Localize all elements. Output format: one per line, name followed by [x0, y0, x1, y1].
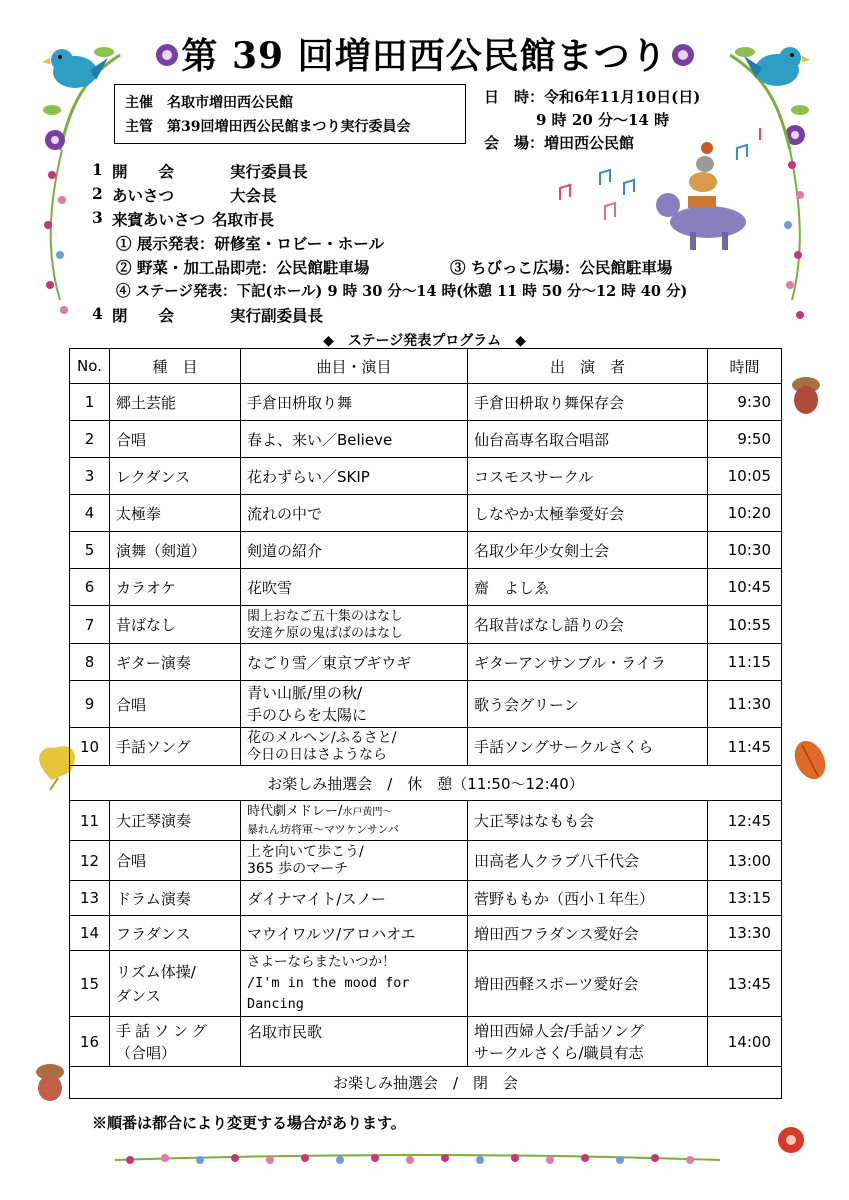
program-num-1: 1 — [92, 160, 103, 179]
cell-category: カラオケ — [110, 569, 241, 606]
cell-no: 3 — [70, 458, 110, 495]
piece-part: 時代劇メドレー/ — [247, 804, 343, 819]
cell-category: ギター演奏 — [110, 644, 241, 681]
cell-time: 10:05 — [708, 458, 782, 495]
cell-time: 11:45 — [708, 728, 782, 766]
category-line: （合唱） — [116, 1043, 177, 1062]
management-line: 主管 第39回増田西公民館まつり実行委員会 — [125, 119, 411, 135]
cell-performer: 大正琴はなもも会 — [468, 801, 708, 841]
cell-category: 大正琴演奏 — [110, 801, 241, 841]
cell-no: 4 — [70, 495, 110, 532]
table-row — [70, 458, 782, 495]
table-row — [70, 951, 782, 1017]
cell-category: フラダンス — [110, 916, 241, 951]
cell-piece: 花わずらい／SKIP — [241, 458, 468, 495]
cell-no: 16 — [70, 1017, 110, 1067]
program-person-4: 実行副委員長 — [230, 306, 324, 325]
program-person-2: 大会長 — [230, 186, 277, 205]
cell-time: 9:30 — [708, 384, 782, 421]
cell-piece — [241, 841, 468, 881]
table-row — [70, 881, 782, 916]
stage-program-table — [69, 348, 782, 1099]
schedule-block — [484, 86, 700, 155]
piece-part-small: 水戸黄門～ — [342, 807, 393, 818]
cell-piece: 剣道の紹介 — [241, 532, 468, 569]
table-row — [70, 801, 782, 841]
header-piece: 曲目・演目 — [241, 349, 468, 384]
animal-stack-icon — [656, 142, 746, 250]
table-row — [70, 644, 782, 681]
cell-no: 6 — [70, 569, 110, 606]
performer-line: 増田西婦人会/手話ソング — [474, 1021, 644, 1040]
piece-line: 青い山脈/里の秋/ — [247, 684, 363, 702]
cell-category: 郷土芸能 — [110, 384, 241, 421]
piece-line: Dancing — [247, 996, 304, 1012]
cell-time: 9:50 — [708, 421, 782, 458]
cell-time: 11:30 — [708, 681, 782, 728]
cell-piece — [241, 951, 468, 1017]
cell-category — [110, 951, 241, 1017]
cell-no: 14 — [70, 916, 110, 951]
cell-category: 太極拳 — [110, 495, 241, 532]
cell-performer: コスモスサークル — [468, 458, 708, 495]
leaf-right-icon — [789, 736, 831, 784]
break-row — [70, 1067, 782, 1099]
program-label-4: 閉 会 — [112, 306, 175, 325]
table-row — [70, 532, 782, 569]
cell-piece: 流れの中で — [241, 495, 468, 532]
cell-category: 手話ソング — [110, 728, 241, 766]
cell-piece: 手倉田枡取り舞 — [241, 384, 468, 421]
cell-time: 13:30 — [708, 916, 782, 951]
table-row — [70, 606, 782, 644]
cell-time: 10:55 — [708, 606, 782, 644]
piece-line: さよーならまたいつか！ — [247, 954, 396, 970]
program-sub-4: ④ ステージ発表：下記(ホール) 9 時 30 分～14 時(休憩 11 時 50 分～12 時 40 分) — [116, 283, 688, 300]
table-row — [70, 728, 782, 766]
cell-performer: 手倉田枡取り舞保存会 — [468, 384, 708, 421]
piece-line: 暴れん坊将軍～マツケンサンバ — [247, 823, 399, 836]
table-row — [70, 681, 782, 728]
footnote: ※順番は都合により変更する場合があります。 — [92, 1114, 406, 1132]
cell-time: 14:00 — [708, 1017, 782, 1067]
program-sub-3: ③ ちびっこ広場：公民館駐車場 — [450, 258, 673, 277]
program-sub-1: ① 展示発表：研修室・ロビー・ホール — [116, 234, 384, 253]
piece-line: 365 歩のマーチ — [247, 860, 349, 877]
program-num-4: 4 — [92, 304, 103, 323]
cell-no: 8 — [70, 644, 110, 681]
table-row — [70, 495, 782, 532]
cell-performer: 菅野ももか（西小１年生） — [468, 881, 708, 916]
performer-line: サークルさくら/職員有志 — [474, 1043, 644, 1062]
program-num-2: 2 — [92, 184, 103, 203]
cell-no: 13 — [70, 881, 110, 916]
category-line: 手話ソング — [116, 1021, 211, 1040]
cell-no: 2 — [70, 421, 110, 458]
cell-performer: 手話ソングサークルさくら — [468, 728, 708, 766]
red-flower-icon — [778, 1127, 804, 1153]
cell-performer: 増田西フラダンス愛好会 — [468, 916, 708, 951]
cell-category: 合唱 — [110, 421, 241, 458]
program-label-1: 開 会 — [112, 162, 175, 181]
piece-line: 花のメルヘン/ふるさと/ — [247, 729, 397, 746]
table-row — [70, 569, 782, 606]
flower-sprig-left-icon — [44, 171, 68, 314]
piece-line: 閖上おなご五十集のはなし — [247, 608, 404, 624]
break-text: お楽しみ抽選会 / 閉 会 — [70, 1067, 782, 1099]
organizer-box — [114, 84, 466, 144]
stage-program-title: ◆ ステージ発表プログラム ◆ — [323, 333, 526, 349]
break-row — [70, 766, 782, 801]
cell-category: ドラム演奏 — [110, 881, 241, 916]
header-performer: 出 演 者 — [468, 349, 708, 384]
table-header-row — [70, 349, 782, 384]
venue-line: 会 場：増田西公民館 — [484, 134, 635, 152]
cell-performer: 歌う会グリーン — [468, 681, 708, 728]
bottom-flower-border-icon — [115, 1154, 720, 1164]
cell-performer: ギターアンサンブル・ライラ — [468, 644, 708, 681]
table-row — [70, 1017, 782, 1067]
cell-category: 演舞（剣道） — [110, 532, 241, 569]
piece-line: 手のひらを太陽に — [247, 706, 368, 724]
cell-no: 12 — [70, 841, 110, 881]
cell-no: 5 — [70, 532, 110, 569]
cell-piece: マウイワルツ/アロハオエ — [241, 916, 468, 951]
cell-time: 10:45 — [708, 569, 782, 606]
cell-time: 10:20 — [708, 495, 782, 532]
cell-category: 合唱 — [110, 841, 241, 881]
cell-category: 合唱 — [110, 681, 241, 728]
cell-performer: 名取昔ばなし語りの会 — [468, 606, 708, 644]
host-line: 主催 名取市増田西公民館 — [125, 95, 293, 111]
header-category: 種 目 — [110, 349, 241, 384]
piece-line: /I'm in the mood for — [247, 975, 410, 991]
program-label-2: あいさつ — [112, 186, 175, 205]
category-line: ダンス — [116, 986, 161, 1005]
piece-line — [247, 803, 461, 821]
cell-performer: 増田西軽スポーツ愛好会 — [468, 951, 708, 1017]
cell-no: 9 — [70, 681, 110, 728]
break-text: お楽しみ抽選会 / 休 憩（11:50～12:40） — [70, 766, 782, 801]
cell-piece — [241, 728, 468, 766]
cell-no: 15 — [70, 951, 110, 1017]
cell-time: 10:30 — [708, 532, 782, 569]
header-no: No. — [70, 349, 110, 384]
cell-performer: 齋 よしゑ — [468, 569, 708, 606]
cell-performer: しなやか太極拳愛好会 — [468, 495, 708, 532]
cell-piece: 花吹雪 — [241, 569, 468, 606]
program-sub-2: ② 野菜・加工品即売：公民館駐車場 — [116, 258, 370, 277]
cell-performer — [468, 1017, 708, 1067]
cell-no: 1 — [70, 384, 110, 421]
piece-line: 上を向いて歩こう/ — [247, 843, 364, 860]
time-line: 9 時 20 分～14 時 — [536, 111, 670, 129]
category-line: リズム体操/ — [116, 962, 196, 981]
cell-piece — [241, 606, 468, 644]
header-time: 時間 — [708, 349, 782, 384]
program-person-1: 実行委員長 — [230, 162, 308, 181]
cell-piece — [241, 681, 468, 728]
table-row — [70, 421, 782, 458]
table-row — [70, 841, 782, 881]
cell-piece: 春よ、来い／Believe — [241, 421, 468, 458]
program-num-3: 3 — [92, 208, 103, 227]
cell-piece — [241, 801, 468, 841]
program-person-3: 名取市長 — [212, 210, 275, 229]
table-row — [70, 384, 782, 421]
cell-piece: ダイナマイト/スノー — [241, 881, 468, 916]
cell-no: 10 — [70, 728, 110, 766]
cell-category: 昔ばなし — [110, 606, 241, 644]
program-label-3: 来賓あいさつ — [112, 210, 206, 229]
piece-line: 今日の日はさようなら — [247, 746, 387, 763]
cell-time: 13:15 — [708, 881, 782, 916]
cell-time: 12:45 — [708, 801, 782, 841]
cell-category — [110, 1017, 241, 1067]
table-row — [70, 916, 782, 951]
cell-performer: 名取少年少女剣士会 — [468, 532, 708, 569]
cell-piece: 名取市民歌 — [241, 1017, 468, 1067]
cell-time: 11:15 — [708, 644, 782, 681]
acorn-right-icon — [792, 377, 820, 414]
cell-category: レクダンス — [110, 458, 241, 495]
cell-time: 13:00 — [708, 841, 782, 881]
piece-line: 安達ケ原の鬼ばばのはなし — [247, 625, 404, 641]
cell-performer: 田高老人クラブ八千代会 — [468, 841, 708, 881]
cell-time: 13:45 — [708, 951, 782, 1017]
cell-performer: 仙台高専名取合唱部 — [468, 421, 708, 458]
cell-piece: なごり雪／東京ブギウギ — [241, 644, 468, 681]
cell-no: 11 — [70, 801, 110, 841]
acorn-left-icon — [36, 1064, 64, 1101]
page-title: 第 39 回増田西公民館まつり — [181, 35, 668, 77]
cell-no: 7 — [70, 606, 110, 644]
date-line: 日 時：令和6年11月10日(日) — [484, 88, 701, 106]
